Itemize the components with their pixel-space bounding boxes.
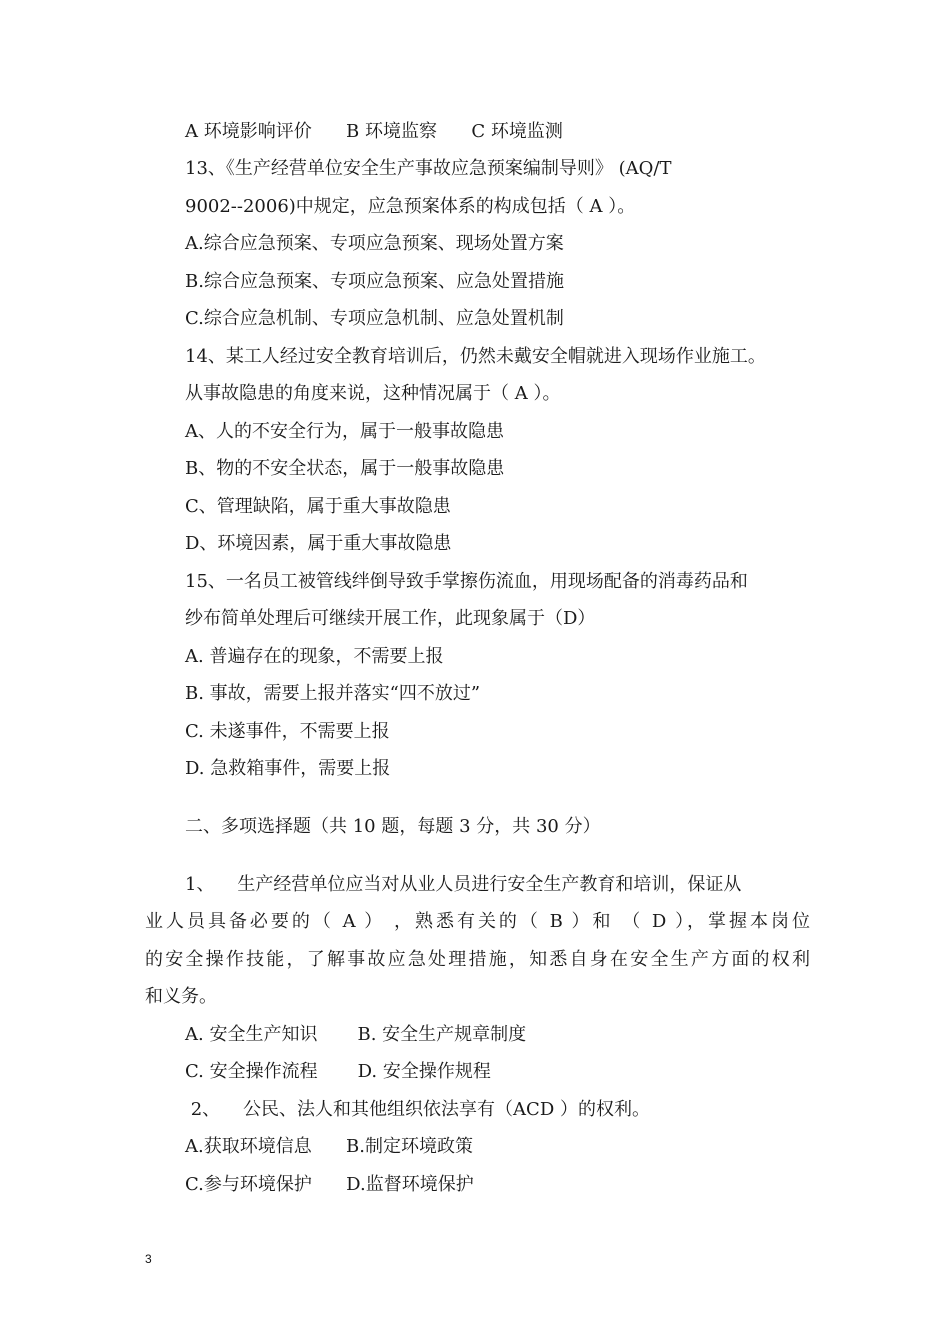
q14-option-a: A、人的不安全行为，属于一般事故隐患 [185,421,504,442]
mq2-options-ab: A.获取环境信息 B.制定环境政策 [185,1136,473,1157]
q14-text-line2: 从事故隐患的角度来说，这种情况属于（ A ）。 [185,383,561,404]
q14-option-d: D、环境因素，属于重大事故隐患 [185,533,452,554]
q14-text-line1: 14、某工人经过安全教育培训后，仍然未戴安全帽就进入现场作业施工。 [185,346,766,367]
q13-option-b: B.综合应急预案、专项应急预案、应急处置措施 [185,271,564,292]
q15-text-line1: 15、一名员工被管线绊倒导致手掌擦伤流血，用现场配备的消毒药品和 [185,571,748,592]
mq1-text-line3: 的安全操作技能，了解事故应急处理措施，知悉自身在安全生产方面的权利 [145,949,810,970]
q13-option-c: C.综合应急机制、专项应急机制、应急处置机制 [185,308,564,329]
q15-option-a: A. 普遍存在的现象，不需要上报 [185,646,444,667]
mq1-options-ab: A. 安全生产知识 B. 安全生产规章制度 [185,1024,527,1045]
mq1-text-line1: 1、 生产经营单位应当对从业人员进行安全生产教育和培训，保证从 [185,874,742,895]
mq1-text-line4: 和义务。 [145,986,217,1007]
q14-option-c: C、管理缺陷，属于重大事故隐患 [185,496,451,517]
section-heading-multiple-choice: 二、多项选择题（共 10 题，每题 3 分，共 30 分） [185,816,601,837]
q14-option-b: B、物的不安全状态，属于一般事故隐患 [185,458,505,479]
q13-text-line1: 13、《生产经营单位安全生产事故应急预案编制导则》 (AQ/T [185,158,672,179]
q13-option-a: A.综合应急预案、专项应急预案、现场处置方案 [185,233,564,254]
q13-text-line2: 9002--2006)中规定，应急预案体系的构成包括（ A ）。 [185,196,636,217]
mq2-text: 2、 公民、法人和其他组织依法享有（ACD ）的权利。 [185,1099,650,1120]
mq1-options-cd: C. 安全操作流程 D. 安全操作规程 [185,1061,491,1082]
q15-option-b: B. 事故，需要上报并落实“四不放过” [185,683,481,704]
mq1-text-line2: 业人员具备必要的（ A ） ，熟悉有关的（ B ）和 （ D ），掌握本岗位 [145,911,810,932]
mq2-options-cd: C.参与环境保护 D.监督环境保护 [185,1174,474,1195]
q15-option-c: C. 未遂事件，不需要上报 [185,721,390,742]
page-number: 3 [145,1252,152,1266]
q15-text-line2: 纱布简单处理后可继续开展工作，此现象属于（D） [185,608,596,629]
q15-option-d: D. 急救箱事件，需要上报 [185,758,391,779]
q12-options: A 环境影响评价 B 环境监察 C 环境监测 [185,121,563,142]
